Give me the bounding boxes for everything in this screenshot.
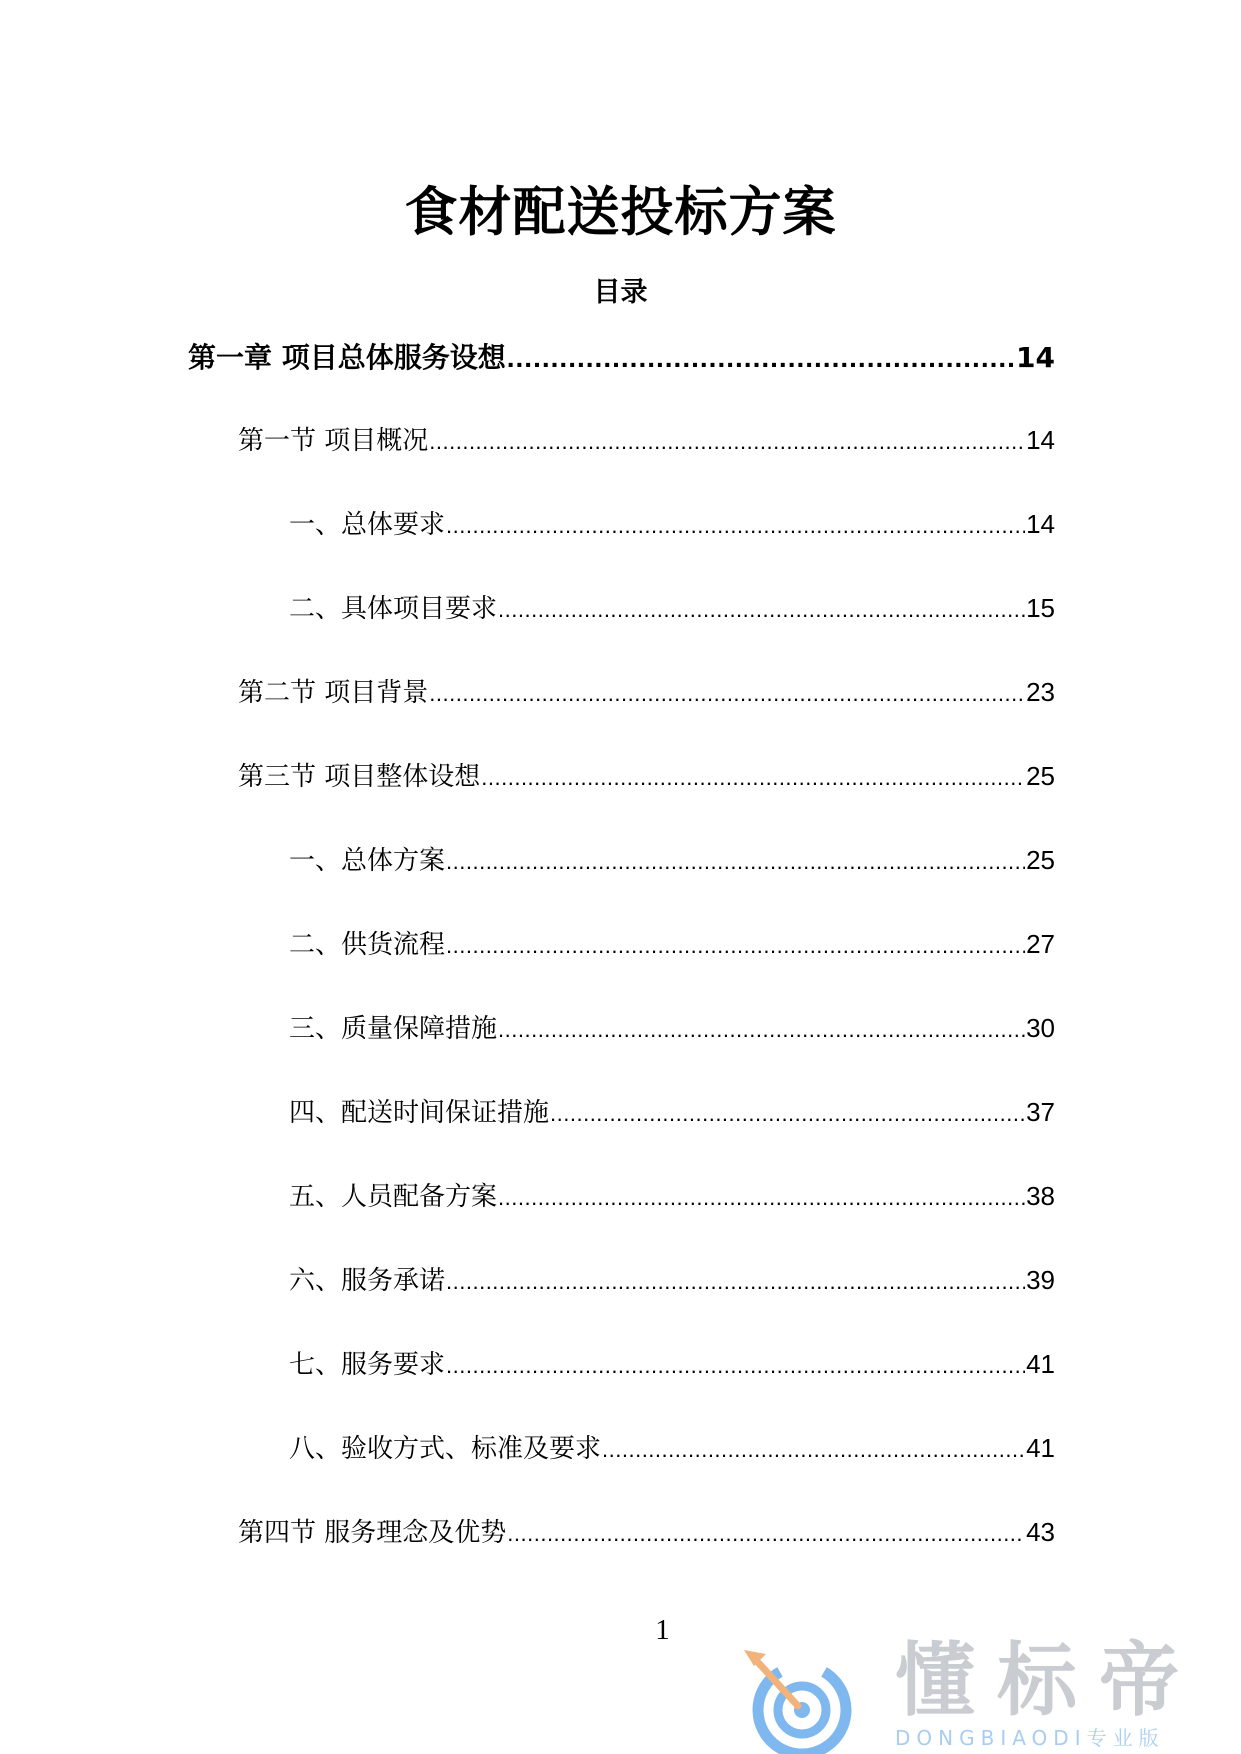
watermark-brand-name: 懂标帝 bbox=[895, 1634, 1201, 1727]
toc-entry-page: 43 bbox=[1026, 1517, 1055, 1547]
toc-entry-chapter-1[interactable] bbox=[188, 340, 1055, 376]
toc-entry-item[interactable] bbox=[289, 506, 1055, 544]
toc-entry-label: 二、供货流程 bbox=[289, 930, 446, 960]
toc-entry-label: 四、配送时间保证措施 bbox=[289, 1098, 550, 1128]
toc-entry-page: 25 bbox=[1026, 761, 1055, 791]
toc-dot-leader bbox=[446, 1348, 1025, 1384]
toc-entry-item[interactable] bbox=[289, 1010, 1055, 1048]
target-arrow-icon bbox=[740, 1628, 880, 1754]
toc-entry-page: 41 bbox=[1026, 1433, 1055, 1463]
toc-entry-page: 14 bbox=[1016, 341, 1055, 374]
toc-entry-label: 一、总体要求 bbox=[289, 510, 446, 540]
toc-entry-label: 一、总体方案 bbox=[289, 846, 446, 876]
toc-dot-leader bbox=[429, 676, 1025, 712]
document-title: 食材配送投标方案 bbox=[404, 182, 837, 243]
toc-entry-label: 第一节 项目概况 bbox=[238, 426, 429, 456]
toc-entry-label: 三、质量保障措施 bbox=[289, 1014, 498, 1044]
toc-dot-leader bbox=[429, 424, 1025, 460]
toc-entry-section-4[interactable] bbox=[238, 1514, 1055, 1552]
toc-entry-page: 37 bbox=[1026, 1097, 1055, 1127]
toc-entry-page: 41 bbox=[1026, 1349, 1055, 1379]
toc-dot-leader bbox=[498, 1012, 1025, 1048]
toc-entry-section-3[interactable] bbox=[238, 758, 1055, 796]
toc-entry-label: 七、服务要求 bbox=[289, 1350, 446, 1380]
toc-dot-leader bbox=[481, 760, 1025, 796]
toc-entry-page: 14 bbox=[1026, 509, 1055, 539]
toc-entry-label: 六、服务承诺 bbox=[289, 1266, 446, 1296]
page-number: 1 bbox=[655, 1614, 670, 1646]
toc-entry-label: 第一章 项目总体服务设想 bbox=[188, 341, 506, 374]
toc-entry-section-1[interactable] bbox=[238, 422, 1055, 460]
toc-entry-page: 39 bbox=[1026, 1265, 1055, 1295]
toc-entry-label: 第二节 项目背景 bbox=[238, 678, 429, 708]
toc-dot-leader bbox=[446, 928, 1025, 964]
toc-entry-label: 二、具体项目要求 bbox=[289, 594, 498, 624]
toc-dot-leader bbox=[602, 1432, 1025, 1468]
toc-entry-page: 23 bbox=[1026, 677, 1055, 707]
toc-dot-leader bbox=[507, 1516, 1025, 1552]
toc-entry-label: 第四节 服务理念及优势 bbox=[238, 1518, 507, 1548]
toc-entry-page: 27 bbox=[1026, 929, 1055, 959]
toc-entry-page: 38 bbox=[1026, 1181, 1055, 1211]
toc-entry-item[interactable] bbox=[289, 590, 1055, 628]
toc-heading: 目录 bbox=[593, 277, 648, 308]
toc-entry-label: 八、验收方式、标准及要求 bbox=[289, 1434, 602, 1464]
toc-entry-item[interactable] bbox=[289, 1346, 1055, 1384]
toc-dot-leader bbox=[446, 1264, 1025, 1300]
toc-entry-item[interactable] bbox=[289, 1178, 1055, 1216]
toc-entry-section-2[interactable] bbox=[238, 674, 1055, 712]
toc-entry-item[interactable] bbox=[289, 1430, 1055, 1468]
watermark-brand-subtitle: DONGBIAODI专业版 bbox=[895, 1726, 1165, 1750]
toc-entry-page: 14 bbox=[1026, 425, 1055, 455]
toc-entry-item[interactable] bbox=[289, 842, 1055, 880]
toc-dot-leader bbox=[498, 1180, 1025, 1216]
toc-entry-page: 30 bbox=[1026, 1013, 1055, 1043]
toc-dot-leader bbox=[446, 508, 1025, 544]
toc-entry-label: 五、人员配备方案 bbox=[289, 1182, 498, 1212]
toc-dot-leader bbox=[498, 592, 1025, 628]
toc-dot-leader bbox=[446, 844, 1025, 880]
toc-entry-page: 15 bbox=[1026, 593, 1055, 623]
watermark-logo bbox=[740, 1628, 1240, 1754]
toc-entry-item[interactable] bbox=[289, 1094, 1055, 1132]
toc-dot-leader bbox=[550, 1096, 1025, 1132]
toc-dot-leader bbox=[507, 340, 1015, 376]
toc-entry-item[interactable] bbox=[289, 926, 1055, 964]
toc-entry-label: 第三节 项目整体设想 bbox=[238, 762, 481, 792]
toc-entry-page: 25 bbox=[1026, 845, 1055, 875]
toc-entry-item[interactable] bbox=[289, 1262, 1055, 1300]
